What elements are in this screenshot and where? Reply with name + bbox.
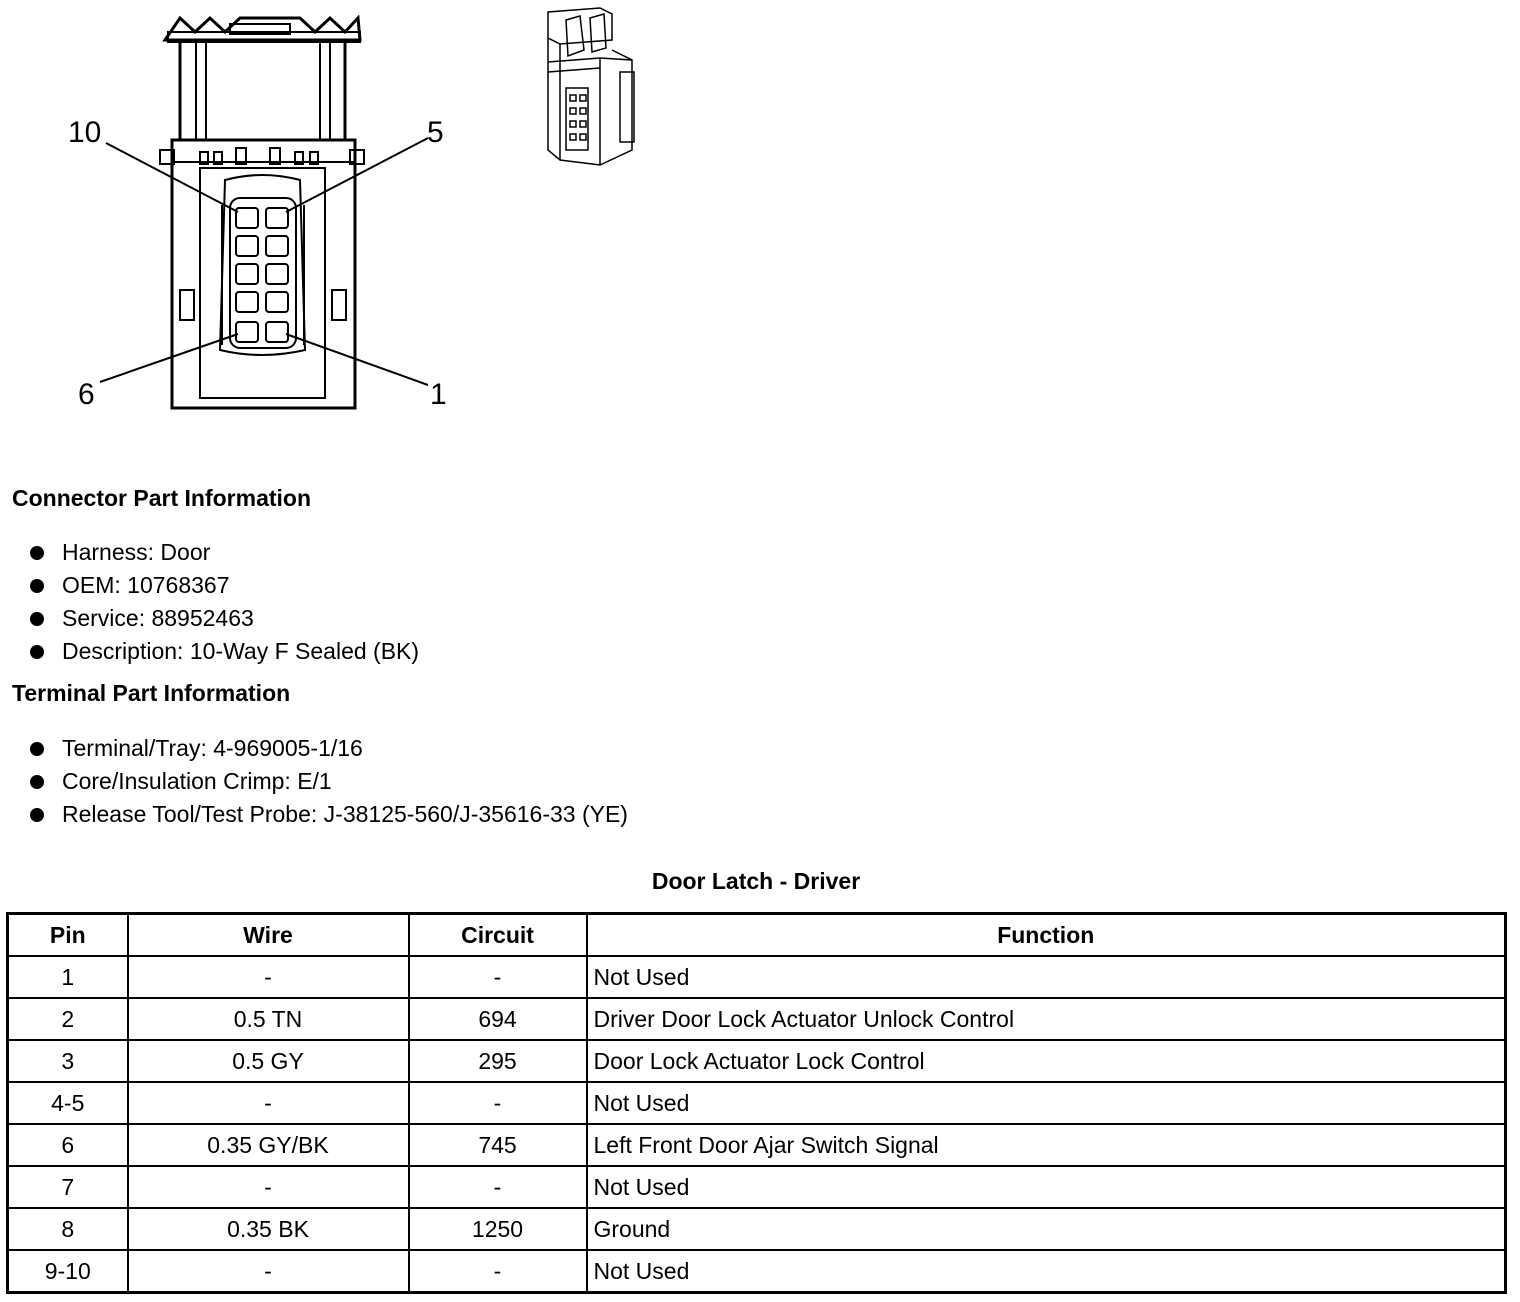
cell-circuit: -: [409, 1082, 587, 1124]
table-row: [8, 1166, 1506, 1208]
list-item: [28, 602, 419, 635]
cell-function: Ground: [587, 1208, 1506, 1250]
bullet-icon: [30, 645, 44, 659]
cell-wire: -: [128, 956, 409, 998]
pin-label-6: 6: [78, 378, 95, 411]
table-title: Door Latch - Driver: [651, 868, 861, 894]
cell-circuit: -: [409, 1166, 587, 1208]
table-row: [8, 998, 1506, 1040]
cell-circuit: -: [409, 956, 587, 998]
connector-face-diagram: [0, 0, 660, 420]
table-row: [8, 1124, 1506, 1166]
connector-info-title: Connector Part Information: [12, 485, 312, 511]
table-row: [8, 956, 1506, 998]
table-row: [8, 1040, 1506, 1082]
cell-circuit: 295: [409, 1040, 587, 1082]
bullet-icon: [30, 612, 44, 626]
cell-function: Not Used: [587, 1082, 1506, 1124]
cell-wire: -: [128, 1082, 409, 1124]
cell-function: Left Front Door Ajar Switch Signal: [587, 1124, 1506, 1166]
list-item: [28, 765, 628, 798]
list-item: [28, 536, 419, 569]
list-item-text: Core/Insulation Crimp: E/1: [62, 768, 332, 794]
cell-function: Not Used: [587, 1166, 1506, 1208]
list-item-text: Service: 88952463: [62, 605, 254, 631]
table-row: [8, 1250, 1506, 1293]
bullet-icon: [30, 579, 44, 593]
list-item-text: Terminal/Tray: 4-969005-1/16: [62, 735, 363, 761]
pin-label-5: 5: [427, 116, 444, 149]
cell-pin: 3: [8, 1040, 128, 1082]
list-item-text: Harness: Door: [62, 539, 211, 565]
cell-wire: 0.5 GY: [128, 1040, 409, 1082]
list-item-text: OEM: 10768367: [62, 572, 230, 598]
cell-circuit: -: [409, 1250, 587, 1293]
pin-label-10: 10: [68, 116, 102, 149]
cell-wire: 0.35 GY/BK: [128, 1124, 409, 1166]
list-item-text: Description: 10-Way F Sealed (BK): [62, 638, 420, 664]
header-function: Function: [587, 914, 1506, 957]
list-item: [28, 732, 628, 765]
pin-label-1: 1: [430, 378, 447, 411]
cell-wire: -: [128, 1166, 409, 1208]
cell-pin: 4-5: [8, 1082, 128, 1124]
table-row: [8, 1082, 1506, 1124]
cell-pin: 1: [8, 956, 128, 998]
cell-function: Not Used: [587, 956, 1506, 998]
terminal-info-list: [28, 732, 628, 831]
bullet-icon: [30, 742, 44, 756]
list-item-text: Release Tool/Test Probe: J-38125-560/J-35616-33 (YE): [62, 801, 628, 827]
cell-function: Driver Door Lock Actuator Unlock Control: [587, 998, 1506, 1040]
cell-wire: -: [128, 1250, 409, 1293]
pinout-table: [6, 912, 1507, 1294]
bullet-icon: [30, 808, 44, 822]
header-wire: Wire: [128, 914, 409, 957]
header-pin: Pin: [8, 914, 128, 957]
cell-circuit: 745: [409, 1124, 587, 1166]
cell-wire: 0.5 TN: [128, 998, 409, 1040]
connector-info-list: [28, 536, 419, 668]
cell-pin: 6: [8, 1124, 128, 1166]
cell-circuit: 1250: [409, 1208, 587, 1250]
cell-pin: 8: [8, 1208, 128, 1250]
cell-function: Not Used: [587, 1250, 1506, 1293]
header-circuit: Circuit: [409, 914, 587, 957]
bullet-icon: [30, 775, 44, 789]
list-item: [28, 798, 628, 831]
cell-circuit: 694: [409, 998, 587, 1040]
list-item: [28, 569, 419, 602]
cell-pin: 2: [8, 998, 128, 1040]
list-item: [28, 635, 419, 668]
cell-wire: 0.35 BK: [128, 1208, 409, 1250]
cell-function: Door Lock Actuator Lock Control: [587, 1040, 1506, 1082]
table-row: [8, 1208, 1506, 1250]
cell-pin: 7: [8, 1166, 128, 1208]
bullet-icon: [30, 546, 44, 560]
terminal-info-title: Terminal Part Information: [12, 680, 291, 706]
cell-pin: 9-10: [8, 1250, 128, 1293]
table-header-row: [8, 914, 1506, 957]
